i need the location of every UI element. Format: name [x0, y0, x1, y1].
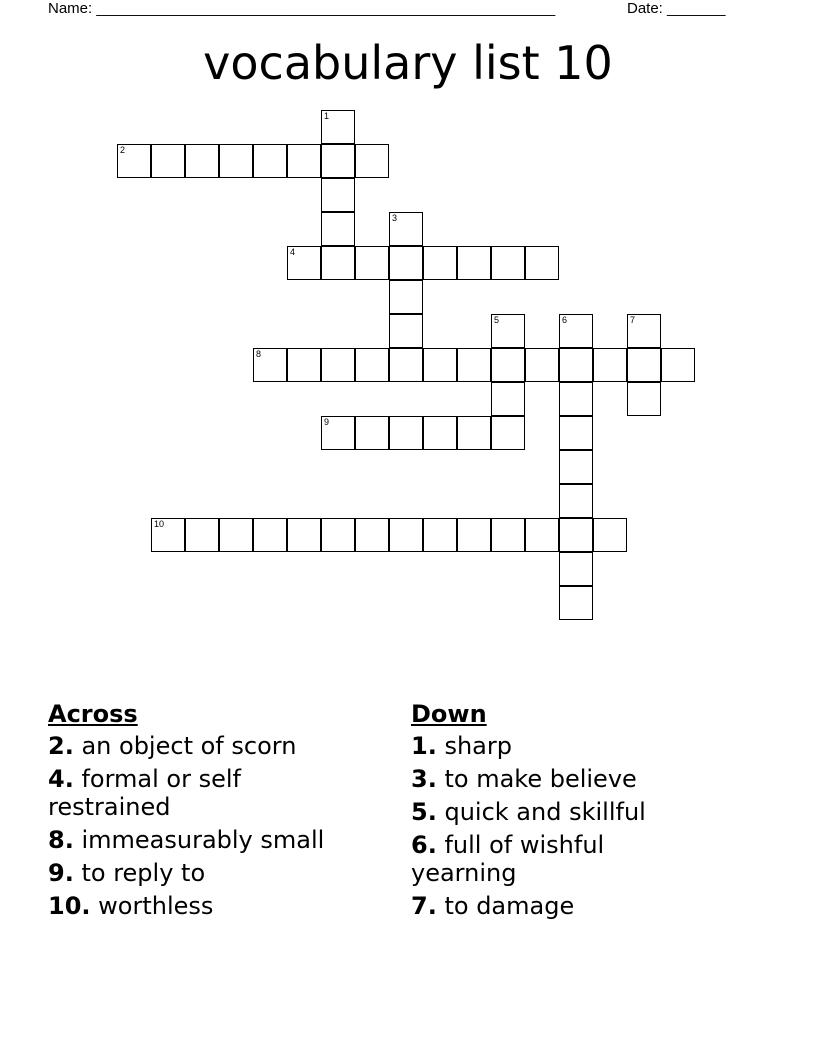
name-field-label: Name: _______________________________________________________	[48, 0, 556, 17]
clue-text: immeasurably small	[81, 826, 325, 854]
clue-number: 10.	[48, 892, 91, 920]
grid-cell[interactable]	[321, 246, 355, 280]
grid-cell[interactable]	[389, 416, 423, 450]
clue-text: an object of scorn	[81, 732, 297, 760]
grid-cell[interactable]	[457, 348, 491, 382]
grid-cell[interactable]	[151, 144, 185, 178]
grid-cell[interactable]	[457, 416, 491, 450]
clue-number: 3.	[411, 765, 437, 793]
clue-text: worthless	[98, 892, 214, 920]
grid-cell[interactable]	[321, 144, 355, 178]
grid-cell[interactable]	[185, 144, 219, 178]
cell-number: 1	[324, 111, 330, 121]
down-clue	[411, 831, 701, 887]
grid-cell[interactable]	[559, 484, 593, 518]
cell-number: 4	[290, 247, 296, 257]
grid-cell[interactable]	[253, 518, 287, 552]
clue-text: to reply to	[81, 859, 206, 887]
cell-number: 2	[120, 145, 126, 155]
grid-cell[interactable]	[559, 382, 593, 416]
across-clue	[48, 859, 368, 887]
grid-cell[interactable]	[423, 348, 457, 382]
clue-text: formal or self restrained	[48, 765, 241, 821]
clue-number: 5.	[411, 798, 437, 826]
grid-cell[interactable]	[661, 348, 695, 382]
clue-number: 8.	[48, 826, 74, 854]
cell-number: 5	[494, 315, 500, 325]
cell-number: 8	[256, 349, 262, 359]
grid-cell[interactable]	[423, 518, 457, 552]
grid-cell[interactable]	[627, 382, 661, 416]
grid-cell[interactable]	[389, 280, 423, 314]
grid-cell[interactable]	[389, 518, 423, 552]
across-clue	[48, 765, 368, 821]
grid-cell[interactable]	[491, 416, 525, 450]
grid-cell[interactable]	[185, 518, 219, 552]
grid-cell[interactable]	[491, 348, 525, 382]
grid-cell[interactable]	[117, 144, 151, 178]
grid-cell[interactable]	[457, 246, 491, 280]
grid-cell[interactable]	[559, 314, 593, 348]
grid-cell[interactable]	[525, 246, 559, 280]
grid-cell[interactable]	[321, 416, 355, 450]
grid-cell[interactable]	[491, 518, 525, 552]
grid-cell[interactable]	[389, 212, 423, 246]
clue-number: 9.	[48, 859, 74, 887]
grid-cell[interactable]	[525, 348, 559, 382]
down-clues	[411, 700, 701, 925]
across-clues	[48, 700, 368, 925]
down-clue	[411, 732, 701, 760]
grid-cell[interactable]	[491, 246, 525, 280]
grid-cell[interactable]	[321, 348, 355, 382]
grid-cell[interactable]	[355, 416, 389, 450]
cell-number: 10	[154, 519, 165, 529]
clue-text: full of wishful yearning	[411, 831, 605, 887]
clue-number: 1.	[411, 732, 437, 760]
grid-cell[interactable]	[491, 314, 525, 348]
grid-cell[interactable]	[593, 348, 627, 382]
across-heading: Across	[48, 700, 138, 728]
grid-cell[interactable]	[321, 212, 355, 246]
down-clue	[411, 765, 701, 793]
grid-cell[interactable]	[151, 518, 185, 552]
grid-cell[interactable]	[389, 314, 423, 348]
down-heading: Down	[411, 700, 487, 728]
grid-cell[interactable]	[423, 416, 457, 450]
grid-cell[interactable]	[321, 110, 355, 144]
across-clue	[48, 732, 368, 760]
clue-number: 7.	[411, 892, 437, 920]
grid-cell[interactable]	[355, 144, 389, 178]
cell-number: 9	[324, 417, 330, 427]
grid-cell[interactable]	[491, 382, 525, 416]
grid-cell[interactable]	[559, 348, 593, 382]
grid-cell[interactable]	[253, 348, 287, 382]
grid-cell[interactable]	[321, 178, 355, 212]
across-clue	[48, 826, 368, 854]
grid-cell[interactable]	[559, 518, 593, 552]
grid-cell[interactable]	[593, 518, 627, 552]
grid-cell[interactable]	[559, 552, 593, 586]
date-field-label: Date: _______	[627, 0, 726, 17]
grid-cell[interactable]	[627, 314, 661, 348]
grid-cell[interactable]	[355, 518, 389, 552]
across-clue	[48, 892, 368, 920]
grid-cell[interactable]	[559, 450, 593, 484]
grid-cell[interactable]	[321, 518, 355, 552]
grid-cell[interactable]	[423, 246, 457, 280]
down-clue	[411, 798, 701, 826]
clue-text: to make believe	[444, 765, 637, 793]
cell-number: 6	[562, 315, 568, 325]
cell-number: 3	[392, 213, 398, 223]
grid-cell[interactable]	[219, 144, 253, 178]
grid-cell[interactable]	[287, 246, 321, 280]
puzzle-title: vocabulary list 10	[203, 36, 613, 90]
clue-text: sharp	[444, 732, 512, 760]
clue-number: 4.	[48, 765, 74, 793]
grid-cell[interactable]	[355, 348, 389, 382]
grid-cell[interactable]	[559, 416, 593, 450]
clue-text: to damage	[444, 892, 575, 920]
grid-cell[interactable]	[287, 144, 321, 178]
grid-cell[interactable]	[525, 518, 559, 552]
grid-cell[interactable]	[355, 246, 389, 280]
grid-cell[interactable]	[219, 518, 253, 552]
grid-cell[interactable]	[457, 518, 491, 552]
grid-cell[interactable]	[253, 144, 287, 178]
grid-cell[interactable]	[627, 348, 661, 382]
down-clue	[411, 892, 701, 920]
grid-cell[interactable]	[287, 348, 321, 382]
clue-text: quick and skillful	[444, 798, 646, 826]
clue-number: 2.	[48, 732, 74, 760]
cell-number: 7	[630, 315, 636, 325]
grid-cell[interactable]	[389, 348, 423, 382]
clue-number: 6.	[411, 831, 437, 859]
grid-cell[interactable]	[559, 586, 593, 620]
grid-cell[interactable]	[287, 518, 321, 552]
grid-cell[interactable]	[389, 246, 423, 280]
